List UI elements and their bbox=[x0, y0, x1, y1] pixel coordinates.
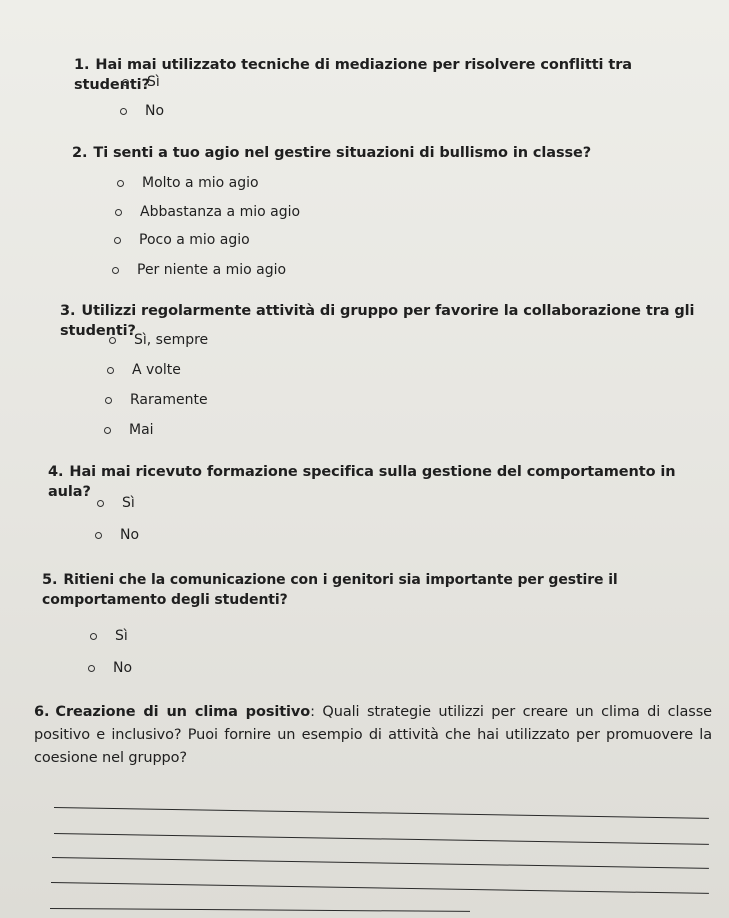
option-radio[interactable] bbox=[97, 494, 135, 512]
question-number: 1. bbox=[74, 57, 90, 73]
option-radio[interactable] bbox=[105, 391, 208, 409]
option-label: Poco a mio agio bbox=[139, 232, 250, 248]
radio-circle-icon[interactable] bbox=[107, 367, 114, 374]
radio-circle-icon[interactable] bbox=[117, 180, 124, 187]
answer-line[interactable] bbox=[52, 857, 709, 869]
radio-circle-icon[interactable] bbox=[109, 337, 116, 344]
radio-circle-icon[interactable] bbox=[120, 108, 127, 115]
question-text: : Quali strategie utilizzi per creare un clima di classe positivo e inclusivo? Puoi fornire un esempio di attività che hai utilizzato per promuovere la coesione nel gruppo? bbox=[34, 704, 712, 766]
answer-line[interactable] bbox=[54, 807, 709, 819]
option-label: Sì bbox=[147, 74, 160, 90]
radio-circle-icon[interactable] bbox=[112, 267, 119, 274]
question-text: Hai mai utilizzato tecniche di mediazione per risolvere conflitti tra studenti? bbox=[74, 57, 632, 93]
answer-line[interactable] bbox=[51, 882, 709, 894]
question-5 bbox=[42, 570, 692, 610]
question-6 bbox=[34, 701, 712, 770]
question-text: Utilizzi regolarmente attività di gruppo per favorire la collaborazione tra gli studenti? bbox=[60, 303, 695, 339]
question-number: 3. bbox=[60, 303, 76, 319]
radio-circle-icon[interactable] bbox=[88, 665, 95, 672]
option-label: Mai bbox=[129, 422, 154, 438]
radio-circle-icon[interactable] bbox=[95, 532, 102, 539]
answer-line[interactable] bbox=[54, 833, 709, 845]
option-radio[interactable] bbox=[104, 421, 154, 439]
option-radio[interactable] bbox=[115, 203, 300, 221]
radio-circle-icon[interactable] bbox=[90, 633, 97, 640]
option-label: Sì bbox=[122, 495, 135, 511]
option-label: Molto a mio agio bbox=[142, 175, 259, 191]
answer-line[interactable] bbox=[50, 908, 470, 912]
radio-circle-icon[interactable] bbox=[114, 237, 121, 244]
question-number: 4. bbox=[48, 464, 64, 480]
option-radio[interactable] bbox=[109, 331, 208, 349]
question-2 bbox=[72, 143, 632, 163]
option-radio[interactable] bbox=[122, 73, 160, 91]
option-label: Raramente bbox=[130, 392, 208, 408]
option-radio[interactable] bbox=[114, 231, 250, 249]
option-label: No bbox=[120, 527, 140, 543]
question-text: Hai mai ricevuto formazione specifica sulla gestione del comportamento in aula? bbox=[48, 464, 676, 500]
option-radio[interactable] bbox=[95, 526, 139, 544]
radio-circle-icon[interactable] bbox=[122, 79, 129, 86]
question-number: 6. bbox=[34, 704, 50, 720]
question-number: 2. bbox=[72, 145, 88, 161]
option-label: No bbox=[113, 660, 133, 676]
question-number: 5. bbox=[42, 572, 58, 588]
option-radio[interactable] bbox=[120, 102, 164, 120]
question-lead: Creazione di un clima positivo bbox=[55, 704, 311, 720]
option-radio[interactable] bbox=[117, 174, 259, 192]
question-text: Ritieni che la comunicazione con i genitori sia importante per gestire il comportamento degli studenti? bbox=[42, 572, 618, 608]
option-label: Sì bbox=[115, 628, 128, 644]
option-label: Per niente a mio agio bbox=[137, 262, 287, 278]
question-4 bbox=[48, 462, 688, 502]
option-radio[interactable] bbox=[112, 261, 286, 279]
option-label: Sì, sempre bbox=[134, 332, 209, 348]
radio-circle-icon[interactable] bbox=[115, 209, 122, 216]
option-label: A volte bbox=[132, 362, 181, 378]
radio-circle-icon[interactable] bbox=[104, 427, 111, 434]
option-label: No bbox=[145, 103, 165, 119]
option-label: Abbastanza a mio agio bbox=[140, 204, 301, 220]
radio-circle-icon[interactable] bbox=[105, 397, 112, 404]
question-text: Ti senti a tuo agio nel gestire situazioni di bullismo in classe? bbox=[93, 145, 592, 161]
radio-circle-icon[interactable] bbox=[97, 500, 104, 507]
option-radio[interactable] bbox=[88, 659, 132, 677]
option-radio[interactable] bbox=[107, 361, 181, 379]
option-radio[interactable] bbox=[90, 627, 128, 645]
